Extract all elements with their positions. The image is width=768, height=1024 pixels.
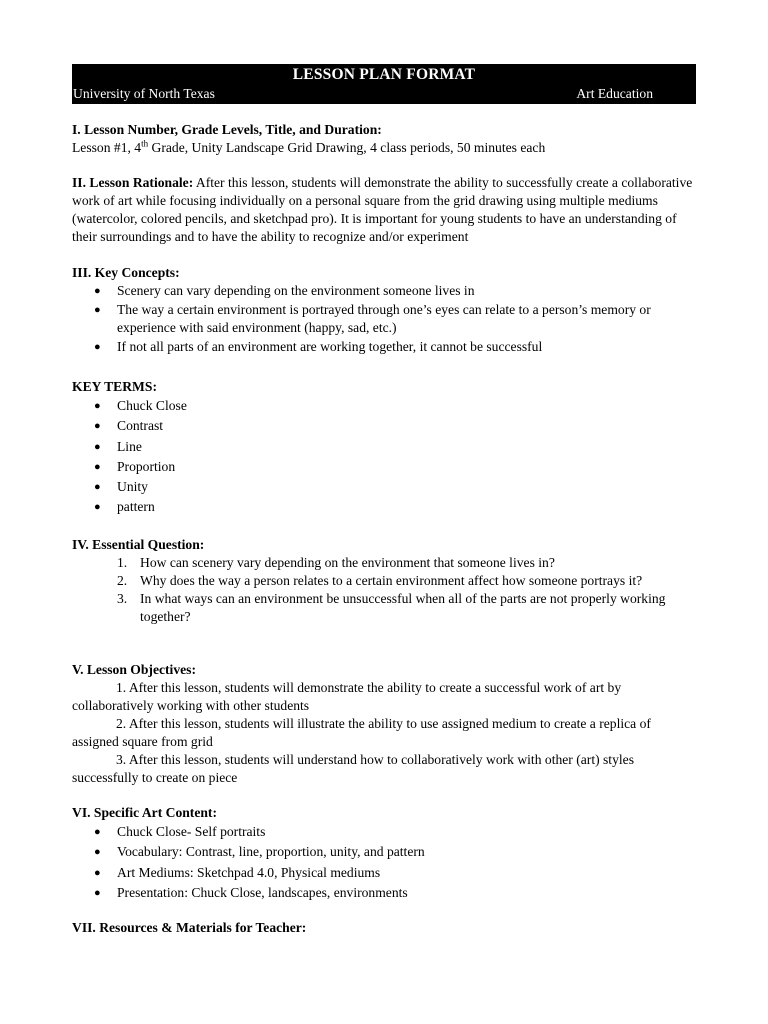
list-item-text: Line [117, 438, 142, 454]
section-heading: VII. Resources & Materials for Teacher: [72, 920, 307, 935]
bullet-icon: ● [94, 866, 101, 879]
objective-item: 1. After this lesson, students will demonstrate the ability to create a successful work of art by collaboratively working with other students [72, 680, 622, 713]
list-item [72, 338, 696, 356]
section-lesson-objectives [72, 661, 696, 787]
key-terms-list [72, 396, 696, 518]
list-item [72, 477, 696, 497]
list-item-text: Why does the way a person relates to a certain environment affect how someone portrays it? [140, 573, 643, 588]
list-item [72, 457, 696, 477]
section-heading: V. Lesson Objectives: [72, 662, 196, 677]
bullet-icon: ● [94, 400, 101, 412]
list-item-text: Chuck Close- Self portraits [117, 824, 266, 839]
list-number: 3. [117, 591, 128, 606]
list-item-text: Proportion [117, 458, 176, 474]
section-art-content [72, 804, 696, 903]
document-title: LESSON PLAN FORMAT [292, 66, 476, 83]
section-rationale [72, 174, 696, 246]
section-key-concepts [72, 264, 696, 356]
list-number: 1. [117, 555, 128, 570]
list-item-text: How can scenery vary depending on the environment that someone lives in? [140, 555, 555, 570]
bullet-icon: ● [94, 420, 101, 433]
list-item [72, 572, 696, 590]
bullet-icon: ● [94, 304, 101, 316]
document-header [72, 64, 696, 104]
list-item [72, 396, 696, 416]
key-concepts-list [72, 282, 696, 356]
list-item [72, 842, 696, 862]
list-item [72, 822, 696, 842]
list-item [72, 301, 696, 337]
list-number: 2. [117, 573, 128, 588]
section-essential-question [72, 536, 696, 626]
list-item-text: If not all parts of an environment are working together, it cannot be successful [117, 339, 543, 354]
bullet-icon: ● [94, 886, 101, 899]
objective-item: 3. After this lesson, students will understand how to collaboratively work with other (art) styles successfully to create on piece [72, 752, 634, 785]
objective-item: 2. After this lesson, students will illustrate the ability to use assigned medium to create a replica of assigned square from grid [72, 716, 651, 749]
section-lesson-number [72, 121, 696, 157]
list-item [72, 437, 696, 457]
essential-questions-list [72, 554, 696, 626]
list-item-text: Unity [117, 479, 148, 495]
lesson-info-post: Grade, Unity Landscape Grid Drawing, 4 class periods, 50 minutes each [148, 140, 546, 155]
section-heading: III. Key Concepts: [72, 265, 180, 280]
section-resources [72, 919, 696, 937]
document-page [72, 64, 696, 935]
lesson-info-pre: Lesson #1, 4 [72, 140, 142, 155]
list-item-text: Vocabulary: Contrast, line, proportion, unity, and pattern [117, 844, 425, 860]
list-item-text: The way a certain environment is portrayed through one’s eyes can relate to a person’s memory or experience with said environment (happy, sad, etc.) [117, 302, 651, 335]
list-item [72, 282, 696, 300]
bullet-icon: ● [94, 481, 101, 494]
bullet-icon: ● [94, 440, 101, 453]
section-heading: II. Lesson Rationale: [72, 175, 194, 190]
list-item-text: Presentation: Chuck Close, landscapes, environments [117, 884, 408, 900]
section-heading: KEY TERMS: [72, 379, 157, 394]
list-item [72, 416, 696, 436]
list-item [72, 863, 696, 883]
list-item-text: In what ways can an environment be unsuccessful when all of the parts are not properly working together? [140, 591, 666, 624]
bullet-icon: ● [94, 826, 101, 838]
rationale-paragraph [72, 174, 696, 246]
list-item [72, 554, 696, 572]
ordinal-suffix: th [141, 138, 149, 149]
lesson-info [72, 139, 696, 157]
list-item [72, 497, 696, 517]
department-name: Art Education [576, 86, 653, 101]
section-key-terms [72, 378, 696, 518]
list-item-text: Scenery can vary depending on the environment someone lives in [117, 283, 475, 298]
section-heading: I. Lesson Number, Grade Levels, Title, and Duration: [72, 122, 382, 137]
bullet-icon: ● [94, 846, 101, 859]
bullet-icon: ● [94, 285, 101, 297]
list-item [72, 590, 696, 626]
list-item [72, 883, 696, 903]
list-item-text: pattern [117, 499, 155, 515]
bullet-icon: ● [94, 341, 101, 353]
rationale-text: After this lesson, students will demonstrate the ability to successfully create a collaborative work of art while focusing individually on a personal square from the grid drawing using multiple mediums (watercolor, colored pencils, and sketchpad pro). It is important for young students to have an understanding of their surroundings and to have the ability to recognize and/or experiment [72, 175, 693, 244]
list-item-text: Chuck Close [117, 398, 187, 413]
institution-name: University of North Texas [73, 86, 215, 101]
list-item-text: Art Mediums: Sketchpad 4.0, Physical mediums [117, 864, 381, 880]
section-heading: IV. Essential Question: [72, 537, 205, 552]
art-content-list [72, 822, 696, 903]
list-item-text: Contrast [117, 418, 164, 434]
section-heading: VI. Specific Art Content: [72, 805, 217, 820]
bullet-icon: ● [94, 501, 101, 514]
bullet-icon: ● [94, 460, 101, 473]
